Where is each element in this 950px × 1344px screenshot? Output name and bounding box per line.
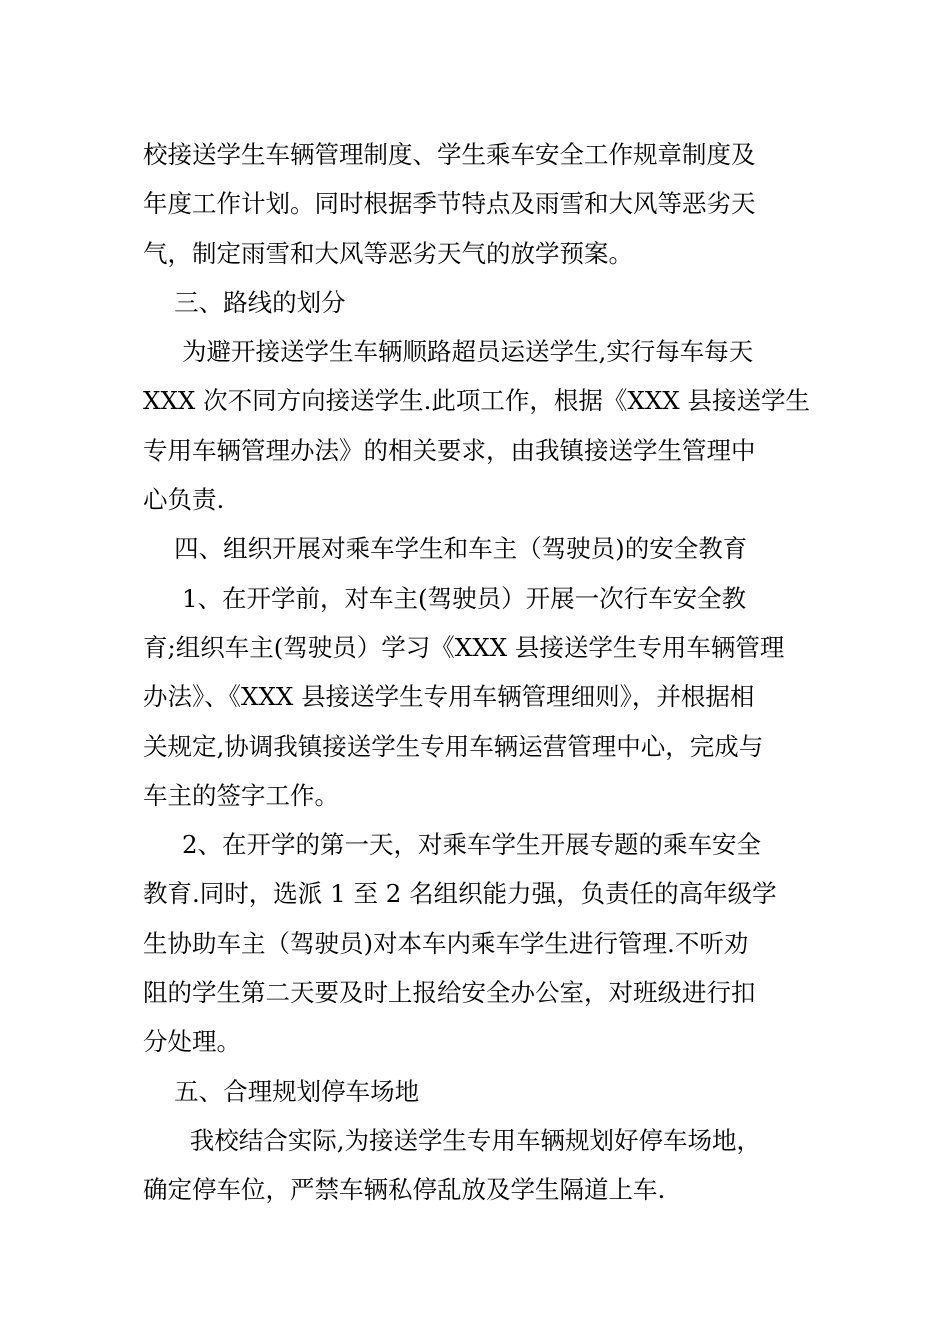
text-line: 我校结合实际,为接送学生专用车辆规划好停车场地， <box>143 1125 762 1155</box>
text-line: 心负责. <box>143 485 225 515</box>
text-line: 育;组织车主(驾驶员）学习《XXX 县接送学生专用车辆管理 <box>143 632 785 662</box>
text-line: 2、在开学的第一天，对乘车学生开展专题的乘车安全 <box>143 830 762 860</box>
text-line: 生协助车主（驾驶员)对本车内乘车学生进行管理.不听劝 <box>143 928 749 958</box>
section-heading-5: 五、合理规划停车场地 <box>143 1076 420 1106</box>
text-line: 年度工作计划。同时根据季节特点及雨雪和大风等恶劣天 <box>143 189 756 219</box>
text-line: 关规定,协调我镇接送学生专用车辆运营管理中心，完成与 <box>143 731 764 761</box>
text-line: 教育.同时，选派 1 至 2 名组织能力强，负责任的高年级学 <box>143 879 777 909</box>
text-line: 校接送学生车辆管理制度、学生乘车安全工作规章制度及 <box>143 140 756 169</box>
text-line: 专用车辆管理办法》的相关要求，由我镇接送学生管理中 <box>143 435 756 465</box>
text-line: 1、在开学前，对车主(驾驶员）开展一次行车安全教 <box>143 583 747 613</box>
text-line: 为避开接送学生车辆顺路超员运送学生,实行每车每天 <box>143 337 754 367</box>
section-heading-4: 四、组织开展对乘车学生和车主（驾驶员)的安全教育 <box>143 534 748 564</box>
text-line: 确定停车位，严禁车辆私停乱放及学生隔道上车. <box>143 1175 666 1205</box>
text-line: 车主的签字工作。 <box>143 780 339 810</box>
text-line: 阻的学生第二天要及时上报给安全办公室，对班级进行扣 <box>143 978 756 1008</box>
document-body <box>143 130 823 1215</box>
section-heading-3: 三、路线的划分 <box>143 287 346 317</box>
text-line: 办法》、《XXX 县接送学生专用车辆管理细则》，并根据相 <box>143 682 755 712</box>
text-line: 分处理。 <box>143 1027 241 1057</box>
text-line: XXX 次不同方向接送学生.此项工作，根据《XXX 县接送学生 <box>143 386 811 416</box>
text-line: 气，制定雨雪和大风等恶劣天气的放学预案。 <box>143 238 633 268</box>
